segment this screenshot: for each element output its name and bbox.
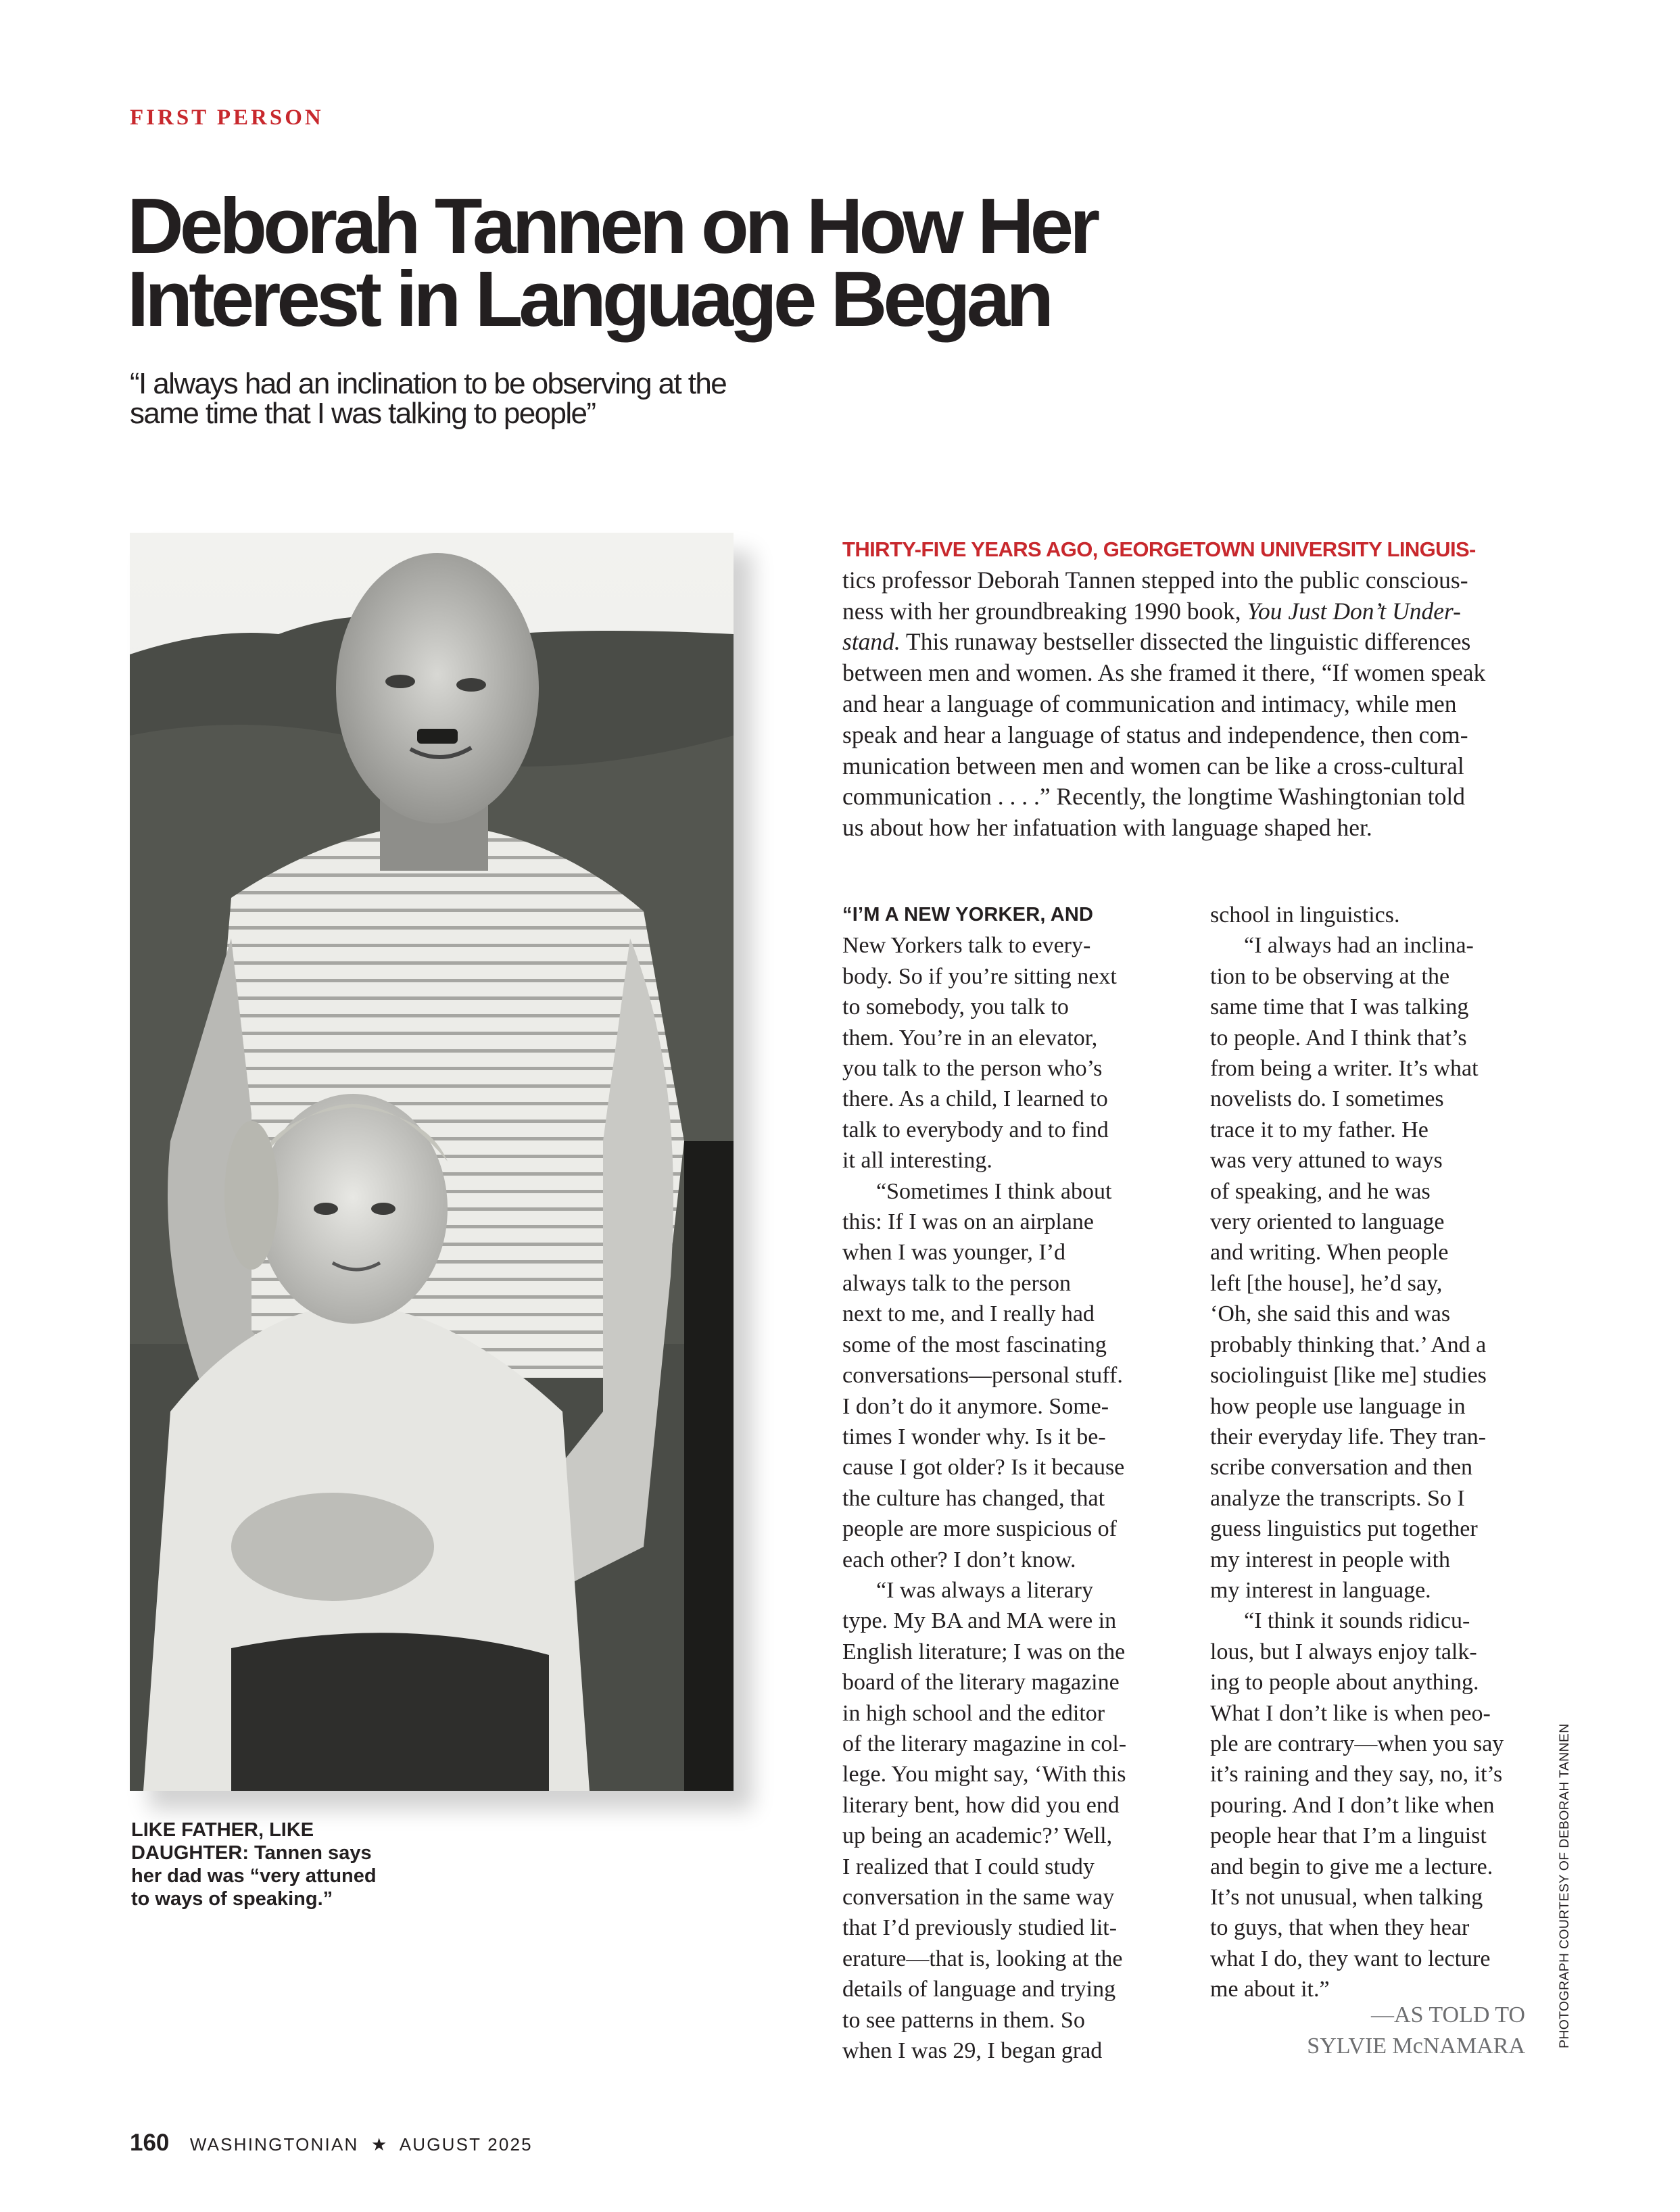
headline-line: Interest in Language Began bbox=[127, 255, 1051, 343]
body-line: up being an academic?’ Well, bbox=[842, 1823, 1113, 1849]
body-line: “Sometimes I think about bbox=[876, 1178, 1112, 1204]
intro-text: ness with her groundbreaking 1990 book, bbox=[842, 597, 1247, 625]
book-title: You Just Don’t Under- bbox=[1247, 597, 1461, 625]
intro-paragraph bbox=[842, 534, 1532, 844]
body-line: pouring. And I don’t like when bbox=[1210, 1792, 1495, 1818]
body-line: times I wonder why. Is it be- bbox=[842, 1424, 1106, 1449]
page-number: 160 bbox=[130, 2130, 170, 2156]
body-line: some of the most fascinating bbox=[842, 1332, 1107, 1357]
body-line: my interest in language. bbox=[1210, 1577, 1431, 1603]
body-line: trace it to my father. He bbox=[1210, 1117, 1429, 1143]
body-lead-in: “I’M A NEW YORKER, AND bbox=[842, 904, 1094, 925]
body-line: conversation in the same way bbox=[842, 1885, 1115, 1910]
body-line: ‘Oh, she said this and was bbox=[1210, 1301, 1451, 1327]
body-line: it’s raining and they say, no, it’s bbox=[1210, 1762, 1503, 1787]
body-line: lege. You might say, ‘With this bbox=[842, 1762, 1126, 1787]
intro-line: tics professor Deborah Tannen stepped into the public conscious- bbox=[842, 566, 1468, 594]
intro-line bbox=[842, 627, 1532, 658]
body-line: and writing. When people bbox=[1210, 1240, 1449, 1266]
intro-line: munication between men and women can be like a cross-cultural bbox=[842, 752, 1464, 779]
body-line: always talk to the person bbox=[842, 1270, 1072, 1296]
body-line: when I was younger, I’d bbox=[842, 1240, 1066, 1266]
body-column-left bbox=[842, 900, 1174, 2066]
body-line: body. So if you’re sitting next bbox=[842, 963, 1117, 989]
caption-line: to ways of speaking.” bbox=[131, 1888, 333, 1910]
body-line: novelists do. I sometimes bbox=[1210, 1086, 1444, 1112]
photo-image bbox=[130, 533, 734, 1791]
body-line: talk to everybody and to find bbox=[842, 1117, 1109, 1143]
body-line: guess linguistics put together bbox=[1210, 1516, 1478, 1542]
intro-line: us about how her infatuation with language shaped her. bbox=[842, 814, 1372, 842]
body-line: to guys, that when they hear bbox=[1210, 1915, 1470, 1941]
body-line: ing to people about anything. bbox=[1210, 1670, 1479, 1696]
body-line: in high school and the editor bbox=[842, 1700, 1105, 1726]
body-line: “I always had an inclina- bbox=[1244, 933, 1474, 959]
photo-caption bbox=[131, 1819, 449, 1910]
body-line: left [the house], he’d say, bbox=[1210, 1270, 1443, 1296]
page-footer bbox=[130, 2131, 533, 2160]
intro-line: communication . . . .” Recently, the longtime Washingtonian told bbox=[842, 783, 1465, 811]
body-line: very oriented to language bbox=[1210, 1209, 1445, 1235]
body-line: ple are contrary—when you say bbox=[1210, 1731, 1504, 1756]
body-line: sociolinguist [like me] studies bbox=[1210, 1363, 1487, 1389]
body-line: this: If I was on an airplane bbox=[842, 1209, 1094, 1235]
intro-lead-in: THIRTY-FIVE YEARS AGO, GEORGETOWN UNIVERSITY LINGUIS- bbox=[842, 537, 1476, 561]
body-line: of the literary magazine in col- bbox=[842, 1731, 1127, 1756]
body-line: tion to be observing at the bbox=[1210, 963, 1450, 989]
body-line: each other? I don’t know. bbox=[842, 1547, 1076, 1572]
intro-line: speak and hear a language of status and independence, then com- bbox=[842, 721, 1468, 748]
body-line: them. You’re in an elevator, bbox=[842, 1025, 1098, 1051]
body-line: conversations—personal stuff. bbox=[842, 1363, 1123, 1389]
body-line: It’s not unusual, when talking bbox=[1210, 1885, 1483, 1910]
issue-date: AUGUST 2025 bbox=[399, 2134, 533, 2155]
caption-line: her dad was “very attuned bbox=[131, 1865, 377, 1887]
body-line: my interest in people with bbox=[1210, 1547, 1451, 1572]
body-line: the culture has changed, that bbox=[842, 1485, 1105, 1511]
intro-line: between men and women. As she framed it there, “If women speak bbox=[842, 659, 1486, 687]
body-line: how people use language in bbox=[1210, 1393, 1466, 1419]
body-column-right bbox=[1210, 900, 1541, 2005]
body-line: their everyday life. They tran- bbox=[1210, 1424, 1487, 1449]
intro-line: and hear a language of communication and intimacy, while men bbox=[842, 690, 1457, 717]
headline-line: Deborah Tannen on How Her bbox=[127, 182, 1097, 270]
body-line: analyze the transcripts. So I bbox=[1210, 1485, 1465, 1511]
body-line: probably thinking that.’ And a bbox=[1210, 1332, 1487, 1357]
body-line: erature—that is, looking at the bbox=[842, 1946, 1123, 1971]
body-line: and begin to give me a lecture. bbox=[1210, 1854, 1493, 1879]
body-line: scribe conversation and then bbox=[1210, 1455, 1473, 1481]
body-line: lous, but I always enjoy talk- bbox=[1210, 1639, 1477, 1664]
author-signoff bbox=[1210, 2000, 1525, 2062]
body-line: English literature; I was on the bbox=[842, 1639, 1126, 1664]
star-icon: ★ bbox=[370, 2134, 387, 2155]
section-kicker: FIRST PERSON bbox=[130, 105, 324, 130]
body-line: to somebody, you talk to bbox=[842, 994, 1069, 1020]
body-line: “I think it sounds ridicu- bbox=[1244, 1608, 1470, 1634]
photo-credit: PHOTOGRAPH COURTESY OF DEBORAH TANNEN bbox=[1557, 1723, 1572, 2048]
dek-line: “I always had an inclination to be observing at the bbox=[130, 367, 727, 400]
dek-line: same time that I was talking to people” bbox=[130, 397, 596, 430]
body-line: board of the literary magazine bbox=[842, 1670, 1120, 1696]
signoff-line: —AS TOLD TO bbox=[1371, 2002, 1525, 2027]
body-line: details of language and trying bbox=[842, 1977, 1116, 2002]
body-line: people are more suspicious of bbox=[842, 1516, 1117, 1542]
body-line: there. As a child, I learned to bbox=[842, 1086, 1108, 1112]
publication-name: WASHINGTONIAN bbox=[189, 2134, 359, 2155]
signoff-line: SYLVIE McNAMARA bbox=[1307, 2034, 1525, 2059]
book-title: stand. bbox=[842, 628, 901, 656]
body-line: What I don’t like is when peo- bbox=[1210, 1700, 1491, 1726]
body-line: type. My BA and MA were in bbox=[842, 1608, 1117, 1634]
body-line: I realized that I could study bbox=[842, 1854, 1095, 1879]
body-line: to people. And I think that’s bbox=[1210, 1025, 1467, 1051]
body-line: when I was 29, I began grad bbox=[842, 2038, 1103, 2064]
body-line: was very attuned to ways bbox=[1210, 1148, 1443, 1174]
body-line: it all interesting. bbox=[842, 1148, 992, 1174]
intro-line bbox=[842, 596, 1532, 627]
body-line: to see patterns in them. So bbox=[842, 2007, 1085, 2033]
body-line: school in linguistics. bbox=[1210, 903, 1400, 928]
body-line: that I’d previously studied lit- bbox=[842, 1915, 1118, 1941]
dek-pull-quote bbox=[130, 369, 806, 429]
body-line: what I do, they want to lecture bbox=[1210, 1946, 1491, 1971]
body-line: cause I got older? Is it because bbox=[842, 1455, 1125, 1481]
page-title bbox=[127, 182, 1276, 343]
body-line: from being a writer. It’s what bbox=[1210, 1056, 1479, 1082]
body-line: you talk to the person who’s bbox=[842, 1056, 1103, 1082]
body-line: of speaking, and he was bbox=[1210, 1178, 1431, 1204]
father-daughter-photo bbox=[130, 533, 734, 1791]
caption-line: DAUGHTER: Tannen says bbox=[131, 1842, 372, 1864]
body-line: same time that I was talking bbox=[1210, 994, 1469, 1020]
caption-line: LIKE FATHER, LIKE bbox=[131, 1819, 314, 1841]
body-line: me about it.” bbox=[1210, 1977, 1330, 2002]
body-line: “I was always a literary bbox=[876, 1577, 1093, 1603]
body-line: literary bent, how did you end bbox=[842, 1792, 1120, 1818]
body-line: people hear that I’m a linguist bbox=[1210, 1823, 1487, 1849]
intro-text: This runaway bestseller dissected the linguistic differences bbox=[900, 628, 1471, 656]
body-line: I don’t do it anymore. Some- bbox=[842, 1393, 1109, 1419]
body-line: New Yorkers talk to every- bbox=[842, 933, 1091, 959]
body-line: next to me, and I really had bbox=[842, 1301, 1095, 1327]
